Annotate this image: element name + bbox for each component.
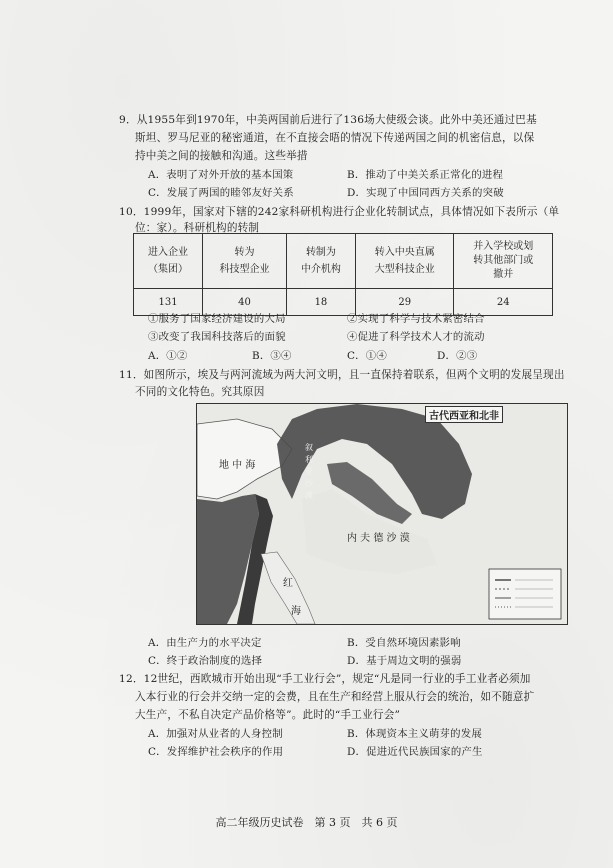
map-label-vertical: 叙 利 亚 沙 漠 — [305, 443, 313, 500]
q11-stem-line-1: 11．如图所示，埃及与两河流域为两大河文明，且一直保持着联系，但两个文明的发展呈现出 — [119, 369, 565, 381]
q10-option-a[interactable]: A．①② — [148, 350, 188, 362]
q11-option-c[interactable]: C．终于政治制度的选择 — [148, 655, 263, 667]
table-header-cell: 进入企业 （集团） — [134, 234, 203, 289]
q9-option-c[interactable]: C．发展了两国的睦邻友好关系 — [148, 187, 294, 199]
q10-statement-2: ②实现了科学与技术紧密结合 — [347, 313, 485, 325]
table-header-cell: 转入中央直属 大型科技企业 — [355, 234, 454, 289]
q10-option-d[interactable]: D．②③ — [437, 350, 478, 362]
q9-stem-line-3: 持中美之间的接触和沟通。这些举措 — [135, 150, 308, 162]
q10-statement-3: ③改变了我国科技落后的面貌 — [148, 331, 286, 343]
table-cell: 40 — [203, 289, 287, 316]
q10-statement-1: ①服务了国家经济建设的大局 — [148, 313, 286, 325]
q9-option-d[interactable]: D．实现了中国同西方关系的突破 — [347, 187, 504, 199]
q10-stem-line-2: 位：家）。科研机构的转制 — [135, 222, 260, 234]
reform-table — [133, 233, 553, 316]
q12-option-b[interactable]: B．体现资本主义萌芽的发展 — [347, 728, 482, 740]
q12-stem-line-1: 12．12世纪，西欧城市开始出现“手工业行会”，规定“凡是同一行业的手工业者必须加 — [119, 673, 531, 685]
table-header-cell: 转制为 中介机构 — [286, 234, 355, 289]
q10-stem-line-1: 10．1999年，国家对下辖的242家科研机构进行企业化转制试点，具体情况如下表所示（单 — [119, 206, 560, 218]
table-cell: 18 — [286, 289, 355, 316]
table-cell: 131 — [134, 289, 203, 316]
q10-option-b[interactable]: B．③④ — [252, 350, 292, 362]
q12-option-c[interactable]: C．发挥维护社会秩序的作用 — [148, 746, 284, 758]
q12-option-d[interactable]: D．促进近代民族国家的产生 — [347, 746, 483, 758]
table-header-cell: 转为 科技型企业 — [203, 234, 287, 289]
table-header-cell: 并入学校或划 转其他部门或 撤并 — [454, 234, 553, 289]
q11-option-d[interactable]: D．基于周边文明的强弱 — [347, 655, 462, 667]
q10-statement-4: ④促进了科学技术人才的流动 — [347, 331, 485, 343]
map-title: 古代西亚和北非 — [425, 406, 503, 423]
q12-stem-line-2: 入本行业的行会并交纳一定的会费，且在生产和经营上服从行会的统治，如不随意扩 — [135, 691, 535, 703]
map-graphic — [197, 404, 567, 624]
map-label-red-sea-2: 海 — [291, 606, 301, 617]
q9-option-a[interactable]: A．表明了对外开放的基本国策 — [148, 169, 294, 181]
page-footer: 高二年级历史试卷 第 3 页 共 6 页 — [215, 816, 398, 829]
map-label-mediterranean: 地 中 海 — [219, 460, 256, 471]
q11-stem-line-2: 不同的文化特色。究其原因 — [135, 386, 265, 398]
map-ancient-west-asia-north-africa — [196, 403, 568, 625]
q11-option-b[interactable]: B．受自然环境因素影响 — [347, 637, 461, 649]
q10-option-c[interactable]: C．①④ — [347, 350, 387, 362]
table-cell: 29 — [355, 289, 454, 316]
map-label-red-sea-1: 红 — [283, 578, 293, 589]
q12-stem-line-3: 大生产，不私自决定产品价格等”。此时的“手工业行会” — [135, 709, 401, 721]
q9-stem-line-2: 斯坦、罗马尼亚的秘密通道，在不直接会晤的情况下传递两国之间的机密信息，以保 — [135, 132, 535, 144]
q9-stem-line-1: 9．从1955年到1970年，中美两国前后进行了136场大使级会谈。此外中美还通过巴基 — [119, 114, 537, 126]
q11-option-a[interactable]: A．由生产力的水平决定 — [148, 637, 262, 649]
map-label-desert: 内 夫 德 沙 漠 — [347, 533, 410, 544]
table-cell: 24 — [454, 289, 553, 316]
q12-option-a[interactable]: A．加强对从业者的人身控制 — [148, 728, 283, 740]
q9-option-b[interactable]: B．推动了中美关系正常化的进程 — [347, 169, 504, 181]
map-legend — [489, 569, 561, 619]
